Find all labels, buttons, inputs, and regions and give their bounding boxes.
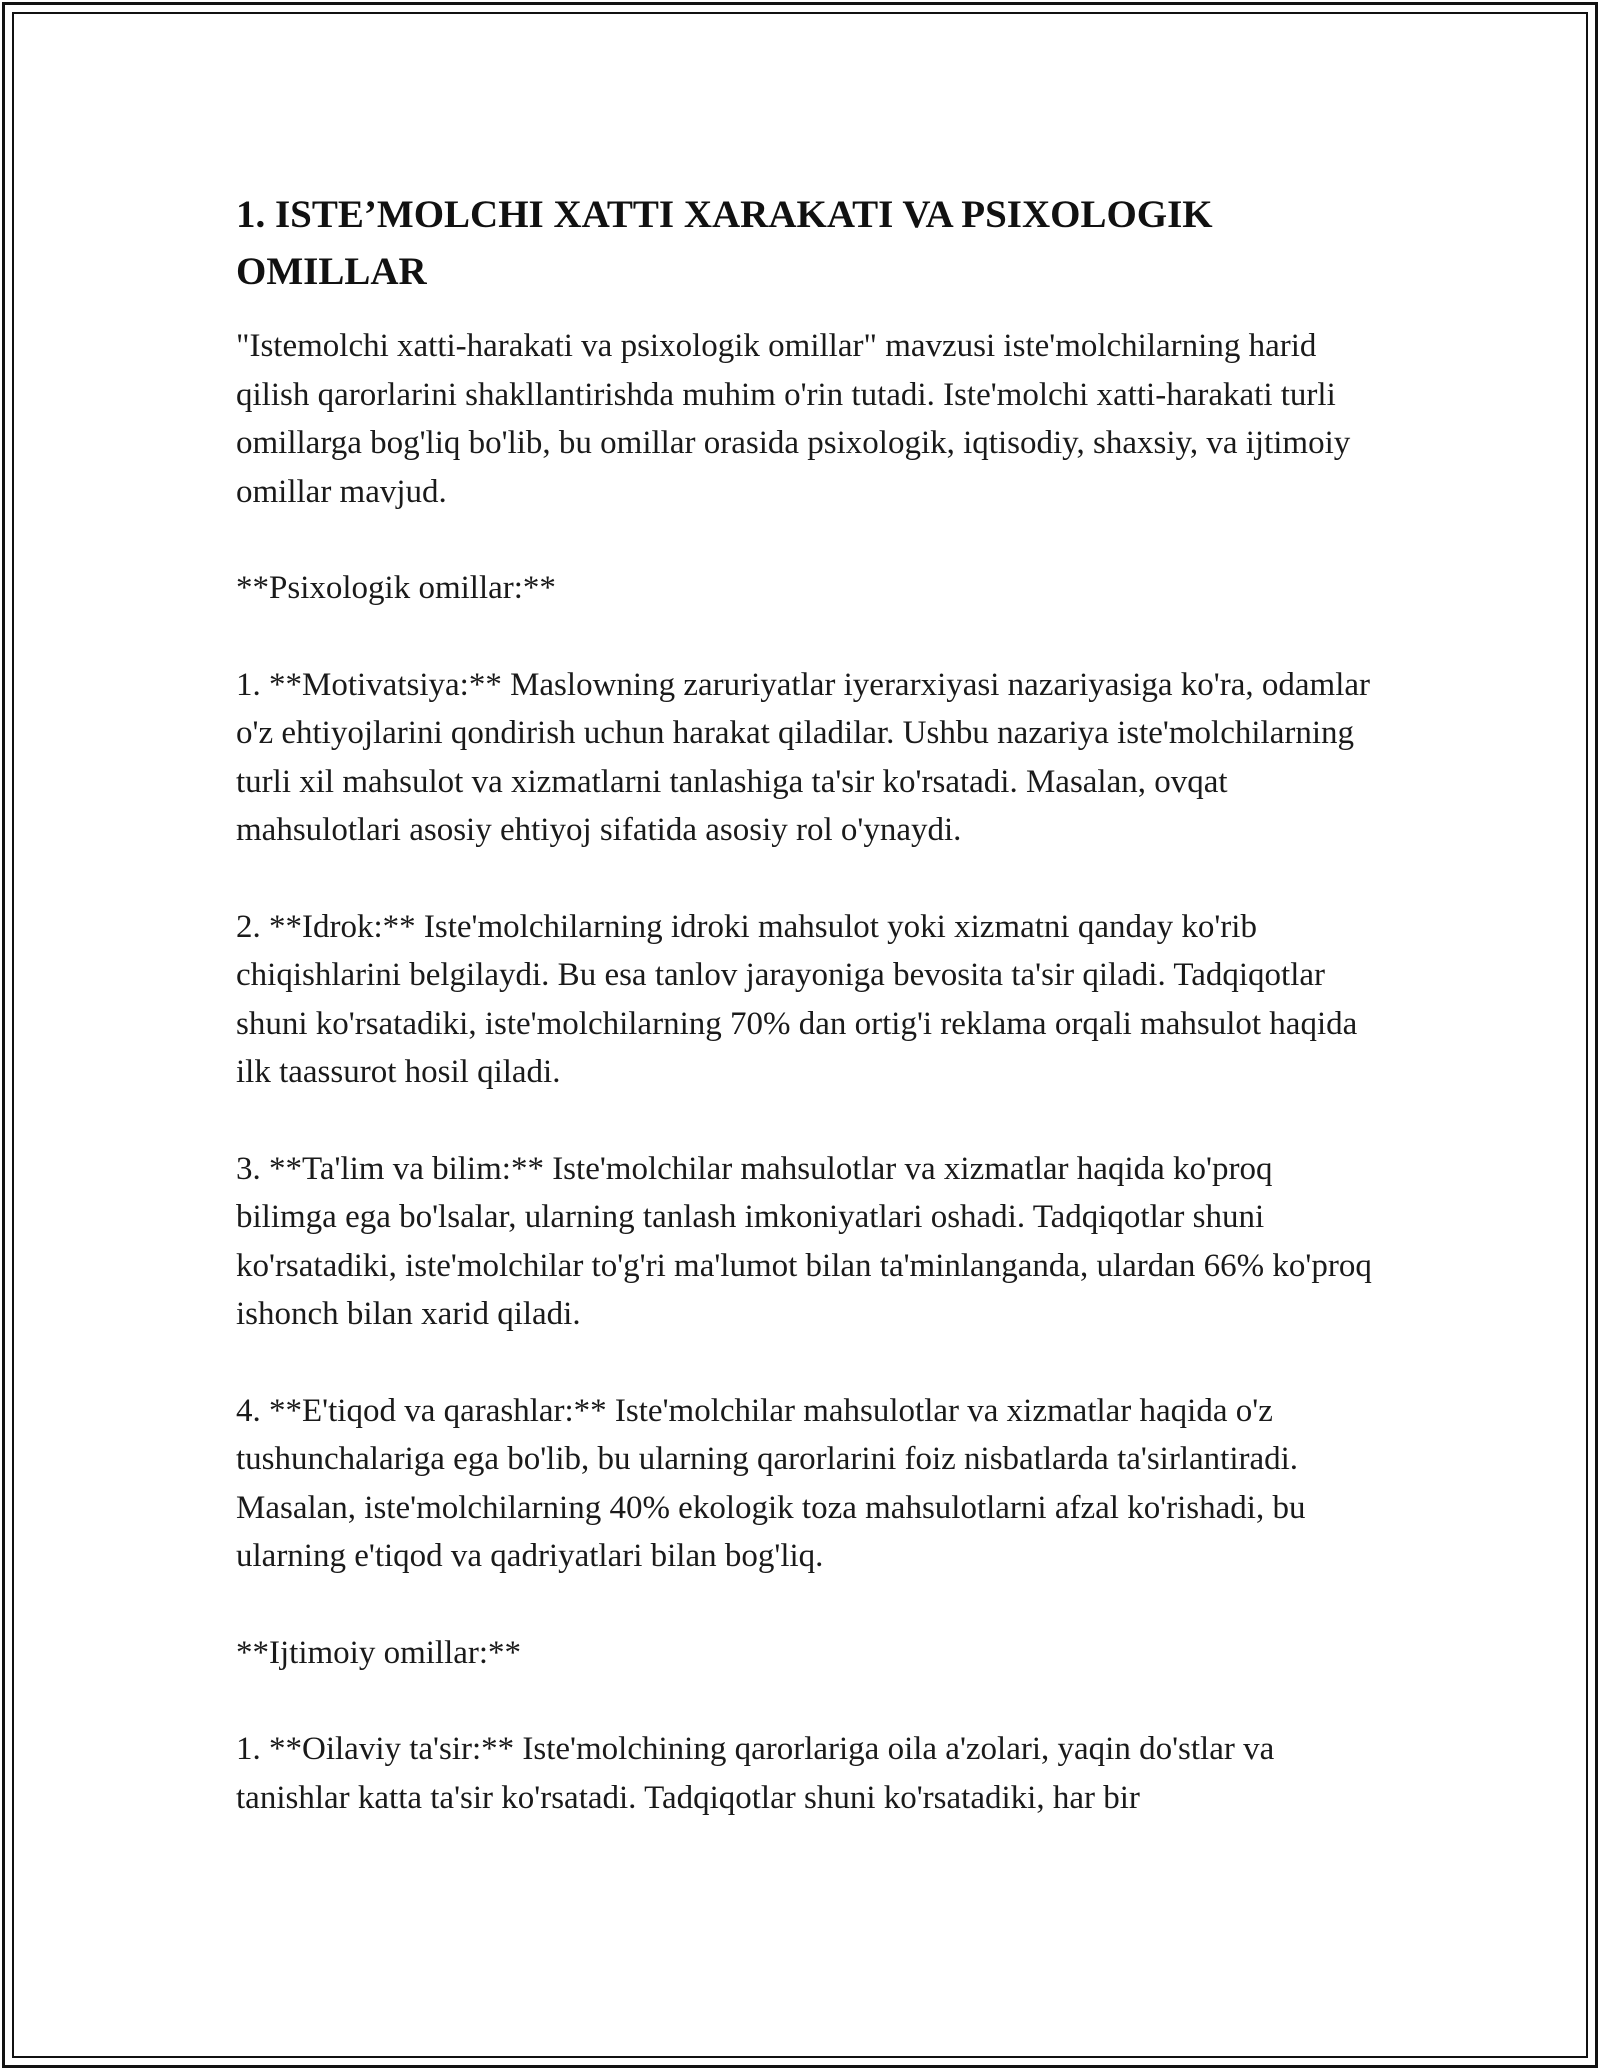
section-heading-psychological: **Psixologik omillar:**: [236, 570, 556, 606]
section-heading-social: **Ijtimoiy omillar:**: [236, 1634, 522, 1671]
list-item-learning: 3. **Ta'lim va bilim:** Iste'molchilar mahsulotlar va xizmatlar haqida ko'proq bilimga ega bo'lsalar, ularning tanlash imkoniyatlari oshadi. Tadqiqotlar shuni ko'rsatadiki, iste'molchilar to'g'ri ma'lumot bilan ta'minlanganda, ulardan 66% ko'proq ishonch bilan xarid qiladi.: [236, 1150, 1372, 1332]
document-title: 1. ISTE’MOLCHI XATTI XARAKATI VA PSIXOLOGIK OMILLAR: [236, 193, 1213, 293]
list-item-motivation: 1. **Motivatsiya:** Maslowning zaruriyatlar iyerarxiyasi nazariyasiga ko'ra, odamlar o'z ehtiyojlarini qondirish uchun harakat qiladilar. Ushbu nazariya iste'molchilarning turli xil mahsulot va xizmatlarni tanlashiga ta'sir ko'rsatadi. Masalan, ovqat mahsulotlari asosiy ehtiyoj sifatida asosiy rol o'ynaydi.: [236, 666, 1371, 848]
list-item-beliefs: 4. **E'tiqod va qarashlar:** Iste'molchilar mahsulotlar va xizmatlar haqida o'z tushunchalariga ega bo'lib, bu ularning qarorlarini foiz nisbatlarda ta'sirlantiradi. Masalan, iste'molchilarning 40% ekologik toza mahsulotlarni afzal ko'rishadi, bu ularning e'tiqod va qadriyatlari bilan bog'liq.: [236, 1392, 1306, 1574]
document-body: [236, 186, 1376, 1870]
list-item-perception: 2. **Idrok:** Iste'molchilarning idroki mahsulot yoki xizmatni qanday ko'rib chiqishlarini belgilaydi. Bu esa tanlov jarayoniga bevosita ta'sir qiladi. Tadqiqotlar shuni ko'rsatadiki, iste'molchilarning 70% dan ortig'i reklama orqali mahsulot haqida ilk taassurot hosil qiladi.: [236, 908, 1358, 1090]
intro-paragraph: "Istemolchi xatti-harakati va psixologik omillar" mavzusi iste'molchilarning harid qilish qarorlarini shakllantirishda muhim o'rin tutadi. Iste'molchi xatti-harakati turli omillarga bog'liq bo'lib, bu omillar orasida psixologik, iqtisodiy, shaxsiy, va ijtimoiy omillar mavjud.: [236, 328, 1351, 510]
list-item-family-influence: 1. **Oilaviy ta'sir:** Iste'molchining qarorlariga oila a'zolari, yaqin do'stlar va tanishlar katta ta'sir ko'rsatadi. Tadqiqotlar shuni ko'rsatadiki, har bir: [236, 1731, 1275, 1816]
